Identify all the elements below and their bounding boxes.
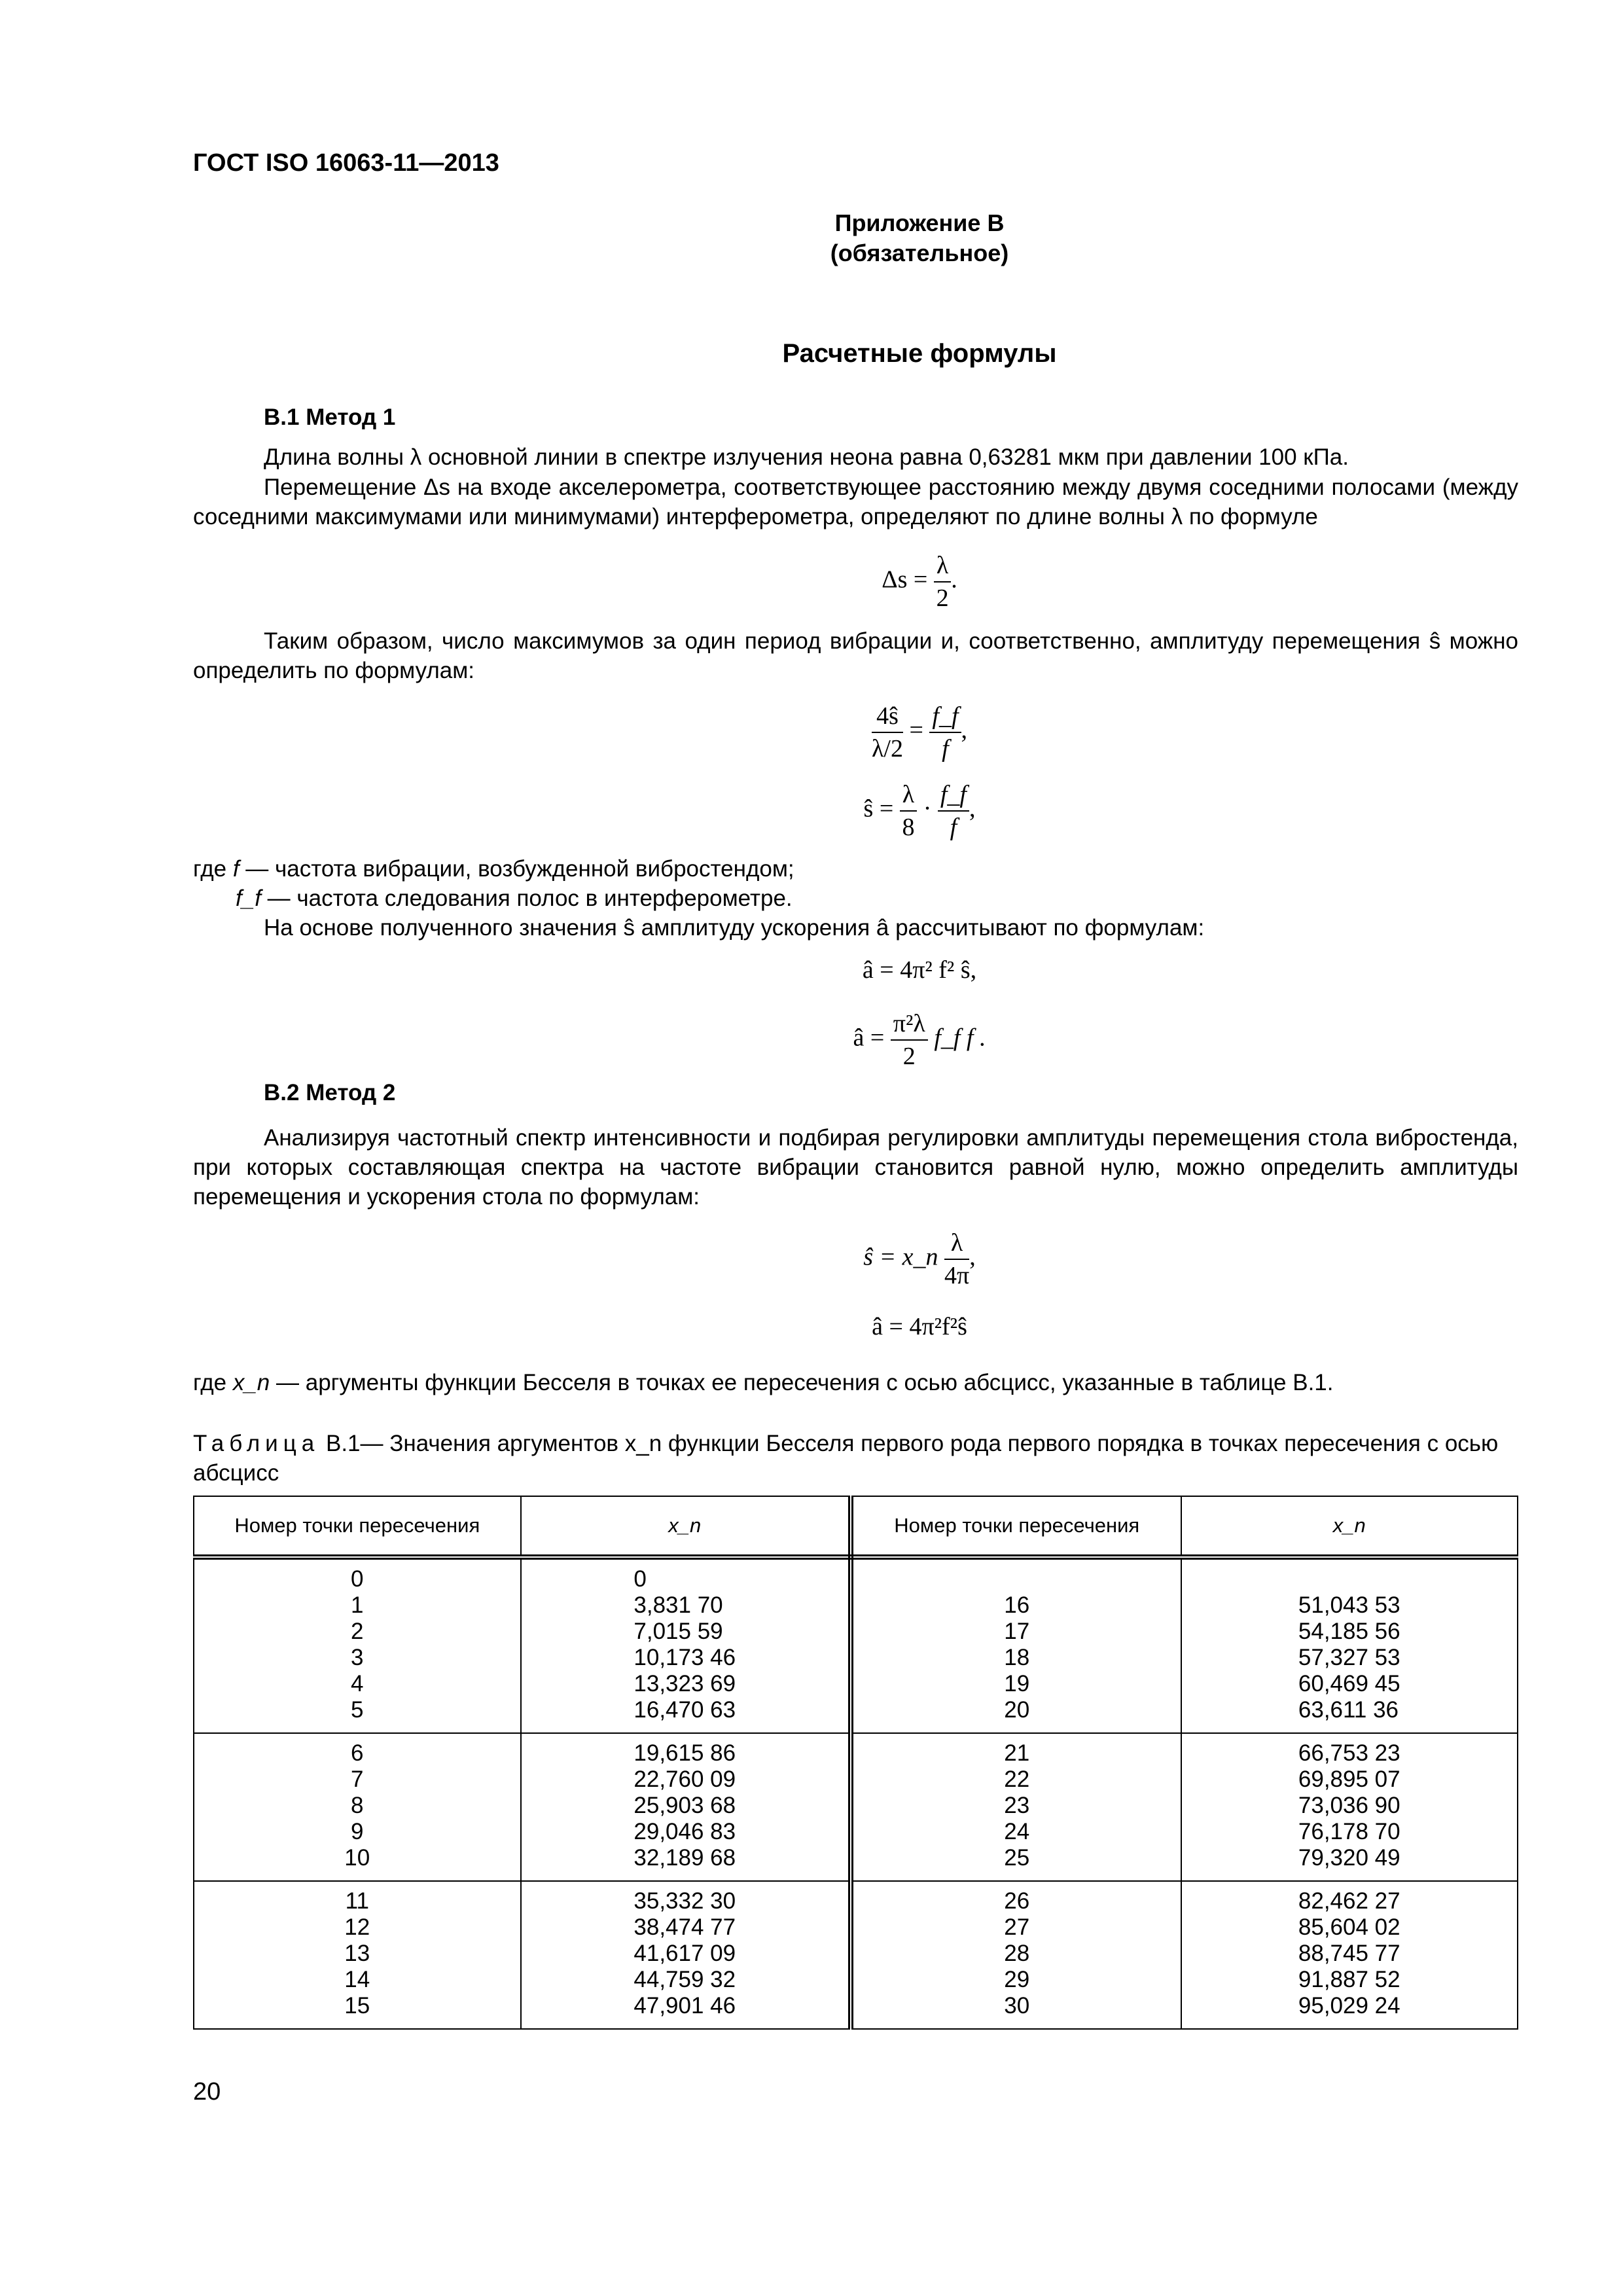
formula-tail: . <box>951 565 957 594</box>
numerator: π²λ <box>891 1008 928 1041</box>
cell-values <box>344 1888 370 2019</box>
multiply-dot: · <box>923 795 932 823</box>
denominator: f <box>950 814 957 841</box>
table-value: 54,185 56 <box>1298 1619 1400 1644</box>
table-caption-label: Таблица <box>193 1431 320 1456</box>
cell-values <box>1298 1566 1400 1723</box>
formula-a-hat-bessel: â = 4π²f²ŝ <box>872 1313 967 1340</box>
table-value: 10 <box>344 1845 370 1871</box>
table-value: 3,831 70 <box>633 1592 723 1618</box>
annex-heading <box>0 208 1623 268</box>
formula-tail: , <box>961 716 968 744</box>
table-value: 22,760 09 <box>633 1767 736 1792</box>
where-ff <box>236 884 1479 913</box>
table-value: 3 <box>351 1645 364 1670</box>
table-value: 8 <box>351 1793 364 1818</box>
table-value: 30 <box>1004 1993 1030 2018</box>
fraction-lambda-4pi <box>944 1227 969 1291</box>
table-caption-text: — Значения аргументов x_n функции Бесселя первого рода первого порядка в точках пересечения с осью абсцисс <box>193 1431 1499 1486</box>
table-value: 85,604 02 <box>1298 1914 1400 1940</box>
table-value: 20 <box>1004 1697 1030 1723</box>
table-value: 11 <box>345 1888 369 1914</box>
cell-values <box>1004 1740 1029 1871</box>
where-prefix: где <box>193 856 233 882</box>
fraction-lambda-8 <box>900 779 917 843</box>
where-f <box>193 854 1518 884</box>
fraction-pi2lambda-2 <box>891 1008 928 1072</box>
cell-values <box>633 1566 736 1723</box>
table-value: 6 <box>351 1740 364 1766</box>
table-value: 79,320 49 <box>1298 1845 1400 1871</box>
header-xn-right: x_n <box>1181 1496 1518 1557</box>
table-value: 21 <box>1004 1740 1030 1766</box>
numerator: λ <box>934 550 951 583</box>
left-x-cell <box>521 1881 851 2029</box>
table-value: 16,470 63 <box>633 1697 736 1723</box>
where-text: аргументы функции Бесселя в точках ее пересечения с осью абсцисс, указанные в таблице В.1. <box>305 1370 1334 1395</box>
right-n-cell <box>851 1733 1181 1881</box>
cell-values <box>1298 1888 1400 2019</box>
denominator: 4π <box>944 1262 970 1289</box>
annex-title: Приложение В <box>834 209 1005 236</box>
where-xn <box>193 1368 1518 1397</box>
table-value: 38,474 77 <box>633 1914 736 1940</box>
fraction-ff-f <box>938 779 969 843</box>
table-caption-number: В.1 <box>325 1431 361 1456</box>
header-xn-left: x_n <box>521 1496 851 1557</box>
left-n-cell <box>194 1881 521 2029</box>
where-dash: — <box>267 886 291 911</box>
denominator: 2 <box>936 584 949 612</box>
table-value: 26 <box>1004 1888 1030 1914</box>
table-value: 28 <box>1004 1941 1030 1966</box>
where-symbol: f_f <box>236 886 261 911</box>
bessel-zeros-table <box>193 1496 1518 2030</box>
formula-lhs: â = <box>853 1024 885 1052</box>
method1-paragraph-amplitude: Таким образом, число максимумов за один период вибрации и, соответственно, амплитуду перемещения ŝ можно определить по формулам: <box>193 628 1518 683</box>
table-value: 41,617 09 <box>633 1941 736 1966</box>
table-value: 76,178 70 <box>1298 1819 1400 1844</box>
left-n-cell <box>194 1557 521 1733</box>
denominator: 8 <box>902 814 915 841</box>
left-x-cell <box>521 1733 851 1881</box>
where-text: частота вибрации, возбужденной вибростендом; <box>275 856 794 882</box>
right-n-cell <box>851 1557 1181 1733</box>
table-row-group <box>194 1557 1518 1733</box>
table-value <box>1298 1566 1400 1592</box>
table-value <box>1004 1566 1029 1592</box>
table-value: 23 <box>1004 1793 1030 1818</box>
table-value: 95,029 24 <box>1298 1993 1400 2018</box>
right-x-cell <box>1181 1557 1518 1733</box>
table-value: 7 <box>351 1767 364 1792</box>
where-symbol: f <box>232 856 240 882</box>
right-n-cell <box>851 1881 1181 2029</box>
numerator: λ <box>944 1227 969 1260</box>
cell-values <box>1004 1888 1029 2019</box>
table-value: 0 <box>633 1566 647 1592</box>
numerator: 4ŝ <box>872 700 903 733</box>
right-x-cell <box>1181 1733 1518 1881</box>
table-header-row <box>194 1496 1518 1557</box>
table-value: 19,615 86 <box>633 1740 736 1766</box>
where-dash: — <box>245 856 269 882</box>
denominator: λ/2 <box>871 735 903 762</box>
table-value: 66,753 23 <box>1298 1740 1400 1766</box>
where-text: частота следования полос в интерферометре. <box>296 886 793 911</box>
formula-tail: , <box>969 1243 976 1271</box>
numerator: λ <box>900 779 917 812</box>
cell-values <box>633 1888 736 2019</box>
formula-tail: f_f f . <box>934 1024 986 1052</box>
table-value: 13 <box>344 1941 370 1966</box>
fraction-left <box>872 700 903 764</box>
denominator: f <box>942 735 949 762</box>
formula-max-count <box>0 700 1623 764</box>
formula-lhs: Δs = <box>882 565 928 594</box>
table-value: 27 <box>1004 1914 1030 1940</box>
formula-s-hat <box>0 779 1623 843</box>
table-value: 1 <box>351 1592 364 1618</box>
where-symbol: x_n <box>232 1370 270 1395</box>
document-code: ГОСТ ISO 16063-11—2013 <box>193 149 499 177</box>
header-point-number-left: Номер точки пересечения <box>194 1496 521 1557</box>
cell-values <box>633 1740 736 1871</box>
table-value: 35,332 30 <box>633 1888 736 1914</box>
formula-tail: , <box>969 795 976 823</box>
method1-paragraph-acceleration: На основе полученного значения ŝ амплитуду ускорения â рассчитывают по формулам: <box>264 915 1205 941</box>
table-value: 88,745 77 <box>1298 1941 1400 1966</box>
table-value: 13,323 69 <box>633 1671 736 1696</box>
cell-values <box>1298 1740 1400 1871</box>
table-value: 57,327 53 <box>1298 1645 1400 1670</box>
formula-delta-s <box>0 550 1623 614</box>
table-value: 19 <box>1004 1671 1030 1696</box>
table-value: 29 <box>1004 1967 1030 1992</box>
fraction <box>934 550 951 614</box>
cell-values <box>351 1566 363 1723</box>
cell-values <box>344 1740 370 1871</box>
table-row-group <box>194 1881 1518 2029</box>
formula-lhs: ŝ = <box>863 795 894 823</box>
table-value: 14 <box>344 1967 370 1992</box>
formula-lhs: ŝ = x_n <box>863 1243 938 1271</box>
formula-a-hat-1: â = 4π² f² ŝ, <box>862 956 977 984</box>
table-value: 73,036 90 <box>1298 1793 1400 1818</box>
formula-s-hat-bessel <box>0 1227 1623 1291</box>
table-value: 25 <box>1004 1845 1030 1871</box>
table-value: 18 <box>1004 1645 1030 1670</box>
fraction-right <box>929 700 961 764</box>
method1-heading: В.1 Метод 1 <box>264 404 396 430</box>
table-value: 47,901 46 <box>633 1993 736 2018</box>
right-x-cell <box>1181 1881 1518 2029</box>
table-caption <box>193 1429 1518 1488</box>
where-prefix: где <box>193 1370 227 1395</box>
where-dash: — <box>276 1370 299 1395</box>
table-value: 4 <box>351 1671 364 1696</box>
table-value: 15 <box>344 1993 370 2018</box>
formula-a-hat-2 <box>0 1008 1623 1072</box>
table-value: 17 <box>1004 1619 1030 1644</box>
method1-paragraph-wavelength: Длина волны λ основной линии в спектре излучения неона равна 0,63281 мкм при давлении 100 кПа. <box>264 444 1349 470</box>
denominator: 2 <box>902 1043 916 1070</box>
numerator: f_f <box>938 779 969 812</box>
table-value: 22 <box>1004 1767 1030 1792</box>
table-value: 7,015 59 <box>633 1619 723 1644</box>
table-value: 25,903 68 <box>633 1793 736 1818</box>
table-row-group <box>194 1733 1518 1881</box>
page-number: 20 <box>193 2078 221 2106</box>
table-value: 2 <box>351 1619 364 1644</box>
numerator: f_f <box>929 700 961 733</box>
method1-paragraph-displacement: Перемещение Δs на входе акселерометра, соответствующее расстоянию между двумя соседними полосами (между соседними максимумами или минимумами) интерферометра, определяют по длине волны λ по формуле <box>193 475 1518 529</box>
table-value: 0 <box>351 1566 364 1592</box>
table-value: 60,469 45 <box>1298 1671 1400 1696</box>
table-value: 32,189 68 <box>633 1845 736 1871</box>
table-value: 16 <box>1004 1592 1030 1618</box>
table-value: 9 <box>351 1819 364 1844</box>
cell-values <box>1004 1566 1029 1723</box>
equals: = <box>909 716 923 744</box>
annex-status: (обязательное) <box>830 240 1009 266</box>
left-x-cell <box>521 1557 851 1733</box>
table-value: 12 <box>344 1914 370 1940</box>
table-value: 91,887 52 <box>1298 1967 1400 1992</box>
table-value: 24 <box>1004 1819 1030 1844</box>
table-value: 63,611 36 <box>1298 1697 1399 1723</box>
method2-paragraph: Анализируя частотный спектр интенсивности и подбирая регулировки амплитуды перемещения стола вибростенда, при которых составляющая спектра на частоте вибрации становится равной нулю, можно определить амплитуды перемещения и ускорения стола по формулам: <box>193 1125 1518 1210</box>
table-value: 44,759 32 <box>633 1967 736 1992</box>
table-value: 82,462 27 <box>1298 1888 1400 1914</box>
section-title: Расчетные формулы <box>782 339 1057 368</box>
table-value: 5 <box>351 1697 364 1723</box>
method2-heading: В.2 Метод 2 <box>264 1080 396 1105</box>
left-n-cell <box>194 1733 521 1881</box>
table-value: 51,043 53 <box>1298 1592 1400 1618</box>
table-value: 29,046 83 <box>633 1819 736 1844</box>
table-value: 10,173 46 <box>633 1645 736 1670</box>
header-point-number-right: Номер точки пересечения <box>851 1496 1181 1557</box>
table-value: 69,895 07 <box>1298 1767 1400 1792</box>
